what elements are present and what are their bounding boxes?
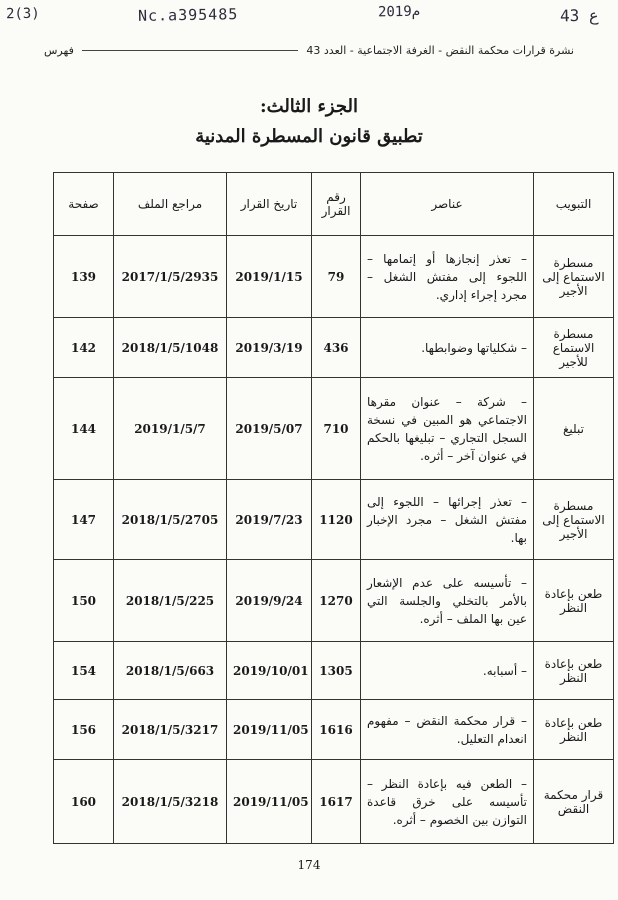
cell-elements: – تأسيسه على عدم الإشعار بالأمر بالتخلي والجلسة التي عين بها الملف – أثره. bbox=[361, 560, 534, 642]
header-decision-number: رقم القرار bbox=[312, 173, 361, 236]
header-classification: التبويب bbox=[534, 173, 614, 236]
cell-elements: – الطعن فيه بإعادة النظر – تأسيسه على خرق قاعدة التوازن بين الخصوم – أثره. bbox=[361, 760, 534, 844]
header-decision-date: تاريخ القرار bbox=[227, 173, 312, 236]
cell-page: 139 bbox=[54, 236, 114, 318]
cell-decision-date: 2019/11/05 bbox=[227, 700, 312, 760]
cell-elements: – شكلياتها وضوابطها. bbox=[361, 318, 534, 378]
cell-file-reference: 2018/1/5/2705 bbox=[114, 480, 227, 560]
header-elements: عناصر bbox=[361, 173, 534, 236]
cell-decision-date: 2019/10/01 bbox=[227, 642, 312, 700]
cell-decision-number: 1305 bbox=[312, 642, 361, 700]
cell-classification: مسطرة الاستماع إلى الأجير bbox=[534, 480, 614, 560]
cell-decision-date: 2019/9/24 bbox=[227, 560, 312, 642]
cell-decision-number: 1617 bbox=[312, 760, 361, 844]
cell-classification: طعن بإعادة النظر bbox=[534, 642, 614, 700]
running-header-rule bbox=[82, 50, 299, 51]
cell-page: 160 bbox=[54, 760, 114, 844]
cell-classification: مسطرة الاستماع إلى الأجير bbox=[534, 236, 614, 318]
handwritten-issue-number: 43 ع bbox=[559, 5, 599, 26]
index-table bbox=[53, 172, 614, 844]
cell-decision-number: 1616 bbox=[312, 700, 361, 760]
cell-file-reference: 2018/1/5/3217 bbox=[114, 700, 227, 760]
handwritten-note-corner: 2(3) bbox=[5, 5, 40, 23]
part-subtitle: تطبيق قانون المسطرة المدنية bbox=[195, 126, 423, 147]
cell-classification: تبليغ bbox=[534, 378, 614, 480]
cell-page: 142 bbox=[54, 318, 114, 378]
running-header-section: فهرس bbox=[44, 43, 74, 57]
table-row bbox=[54, 760, 614, 844]
cell-decision-number: 1270 bbox=[312, 560, 361, 642]
cell-elements: – قرار محكمة النقض – مفهوم انعدام التعليل. bbox=[361, 700, 534, 760]
handwritten-reference-number: Nc.a395485 bbox=[137, 5, 239, 25]
cell-decision-number: 710 bbox=[312, 378, 361, 480]
table-row bbox=[54, 236, 614, 318]
cell-elements: – تعذر إجرائها – اللجوء إلى مفتش الشغل – مجرد الإخبار بها. bbox=[361, 480, 534, 560]
cell-file-reference: 2018/1/5/3218 bbox=[114, 760, 227, 844]
cell-classification: طعن بإعادة النظر bbox=[534, 560, 614, 642]
header-page: صفحة bbox=[54, 173, 114, 236]
cell-elements: – شركة – عنوان مقرها الاجتماعي هو المبين في نسخة السجل التجاري – تبليغها بالحكم في عنوان آخر – أثره. bbox=[361, 378, 534, 480]
running-header-publication: نشرة قرارات محكمة النقض - الغرفة الاجتماعية - العدد 43 bbox=[306, 43, 574, 57]
index-table-header-row bbox=[54, 173, 614, 236]
cell-page: 154 bbox=[54, 642, 114, 700]
cell-file-reference: 2019/1/5/7 bbox=[114, 378, 227, 480]
cell-page: 156 bbox=[54, 700, 114, 760]
part-title: الجزء الثالث: bbox=[260, 96, 358, 117]
cell-file-reference: 2017/1/5/2935 bbox=[114, 236, 227, 318]
cell-elements: – أسبابه. bbox=[361, 642, 534, 700]
cell-decision-number: 79 bbox=[312, 236, 361, 318]
page-number: 174 bbox=[297, 858, 321, 872]
cell-decision-date: 2019/1/15 bbox=[227, 236, 312, 318]
cell-file-reference: 2018/1/5/225 bbox=[114, 560, 227, 642]
table-row bbox=[54, 642, 614, 700]
handwritten-year: 2019م bbox=[377, 3, 421, 21]
cell-page: 144 bbox=[54, 378, 114, 480]
table-row bbox=[54, 700, 614, 760]
cell-page: 150 bbox=[54, 560, 114, 642]
cell-classification: مسطرة الاستماع للأجير bbox=[534, 318, 614, 378]
cell-decision-date: 2019/5/07 bbox=[227, 378, 312, 480]
cell-classification: قرار محكمة النقض bbox=[534, 760, 614, 844]
cell-decision-date: 2019/11/05 bbox=[227, 760, 312, 844]
table-row bbox=[54, 560, 614, 642]
cell-decision-number: 1120 bbox=[312, 480, 361, 560]
cell-decision-date: 2019/3/19 bbox=[227, 318, 312, 378]
cell-classification: طعن بإعادة النظر bbox=[534, 700, 614, 760]
cell-file-reference: 2018/1/5/1048 bbox=[114, 318, 227, 378]
running-header bbox=[44, 40, 574, 60]
cell-decision-number: 436 bbox=[312, 318, 361, 378]
cell-decision-date: 2019/7/23 bbox=[227, 480, 312, 560]
table-row bbox=[54, 318, 614, 378]
cell-file-reference: 2018/1/5/663 bbox=[114, 642, 227, 700]
table-row bbox=[54, 480, 614, 560]
table-row bbox=[54, 378, 614, 480]
header-file-reference: مراجع الملف bbox=[114, 173, 227, 236]
cell-elements: – تعذر إنجازها أو إتمامها – اللجوء إلى مفتش الشغل – مجرد إجراء إداري. bbox=[361, 236, 534, 318]
cell-page: 147 bbox=[54, 480, 114, 560]
